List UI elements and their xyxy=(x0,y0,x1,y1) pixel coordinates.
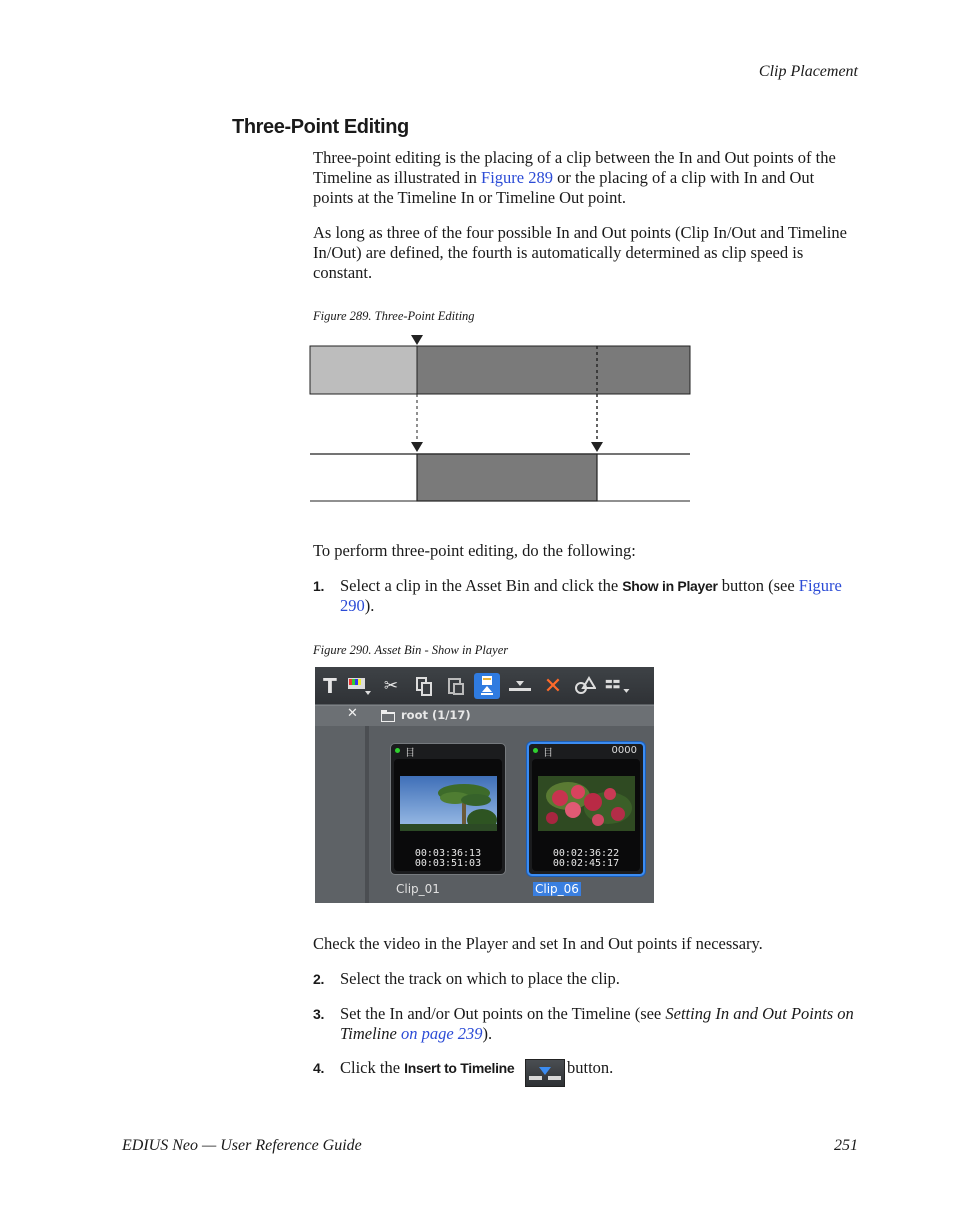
properties-icon[interactable] xyxy=(572,673,598,699)
text-icon[interactable]: T xyxy=(323,674,337,698)
page-number: 251 xyxy=(834,1137,858,1154)
running-head: Clip Placement xyxy=(758,63,858,80)
status-dot xyxy=(533,748,538,753)
step-1-text-b: button (see xyxy=(717,576,799,595)
step-2-text: Select the track on which to place the clip. xyxy=(340,969,620,988)
step-3-number: 3. xyxy=(313,1006,325,1022)
figure-289-caption: Figure 289. Three-Point Editing xyxy=(313,309,475,323)
clip-type-icon: 目 xyxy=(543,748,553,759)
intro-text-1b: or the placing of a clip with In and Out points at the Timeline In or Timeline Out point. xyxy=(313,168,815,207)
clip-badge: 0000 xyxy=(611,745,637,756)
view-icon[interactable] xyxy=(605,673,631,699)
flowers-thumbnail xyxy=(538,776,635,831)
step-3-text-b: ). xyxy=(482,1024,493,1043)
step-3-reference: Setting In and Out Points on Timeline xyxy=(340,1004,854,1043)
clip-tc-in: 00:02:36:22 xyxy=(552,848,620,859)
procedure-intro: To perform three-point editing, do the following: xyxy=(313,541,636,560)
clip-card-selected[interactable] xyxy=(527,742,645,876)
figure-289-link[interactable]: Figure 289 xyxy=(481,168,554,187)
step-4-text-a: Click the xyxy=(340,1058,405,1077)
asset-bin-toolbar xyxy=(315,667,654,704)
show-in-player-icon[interactable] xyxy=(474,673,500,699)
section-title: Three-Point Editing xyxy=(232,116,409,138)
delete-icon[interactable]: ✕ xyxy=(543,673,563,699)
timeline-out-marker xyxy=(591,442,603,452)
step-1-text xyxy=(340,576,860,616)
check-player-text: Check the video in the Player and set In and Out points if necessary. xyxy=(313,934,763,953)
footer-title: EDIUS Neo — User Reference Guide xyxy=(122,1137,362,1154)
clip-thumbnail-frame xyxy=(532,759,640,871)
insert-to-timeline-icon[interactable] xyxy=(507,673,533,699)
step-4-text-b: button. xyxy=(567,1058,614,1077)
status-dot xyxy=(395,748,400,753)
source-clip-light-part xyxy=(310,346,417,394)
step-1-text-a: Select a clip in the Asset Bin and click the xyxy=(340,576,623,595)
clip-tc-in: 00:03:36:13 xyxy=(414,848,482,859)
step-1-number: 1. xyxy=(313,578,325,594)
insert-to-timeline-button-icon xyxy=(525,1059,565,1087)
clip-name[interactable]: Clip_01 xyxy=(396,882,440,896)
step-1-text-c: ). xyxy=(364,596,375,615)
step-4-number: 4. xyxy=(313,1060,325,1076)
scissors-icon[interactable]: ✂ xyxy=(383,676,399,696)
step-3-text xyxy=(340,1004,860,1044)
page-239-link[interactable]: on page 239 xyxy=(400,1024,483,1043)
clip-thumbnail-frame xyxy=(394,759,502,871)
paste-icon[interactable] xyxy=(443,673,469,699)
clip-name-selected[interactable]: Clip_06 xyxy=(535,882,579,896)
insert-to-timeline-term: Insert to Timeline xyxy=(404,1060,515,1076)
step-2-number: 2. xyxy=(313,971,325,987)
intro-paragraph-2: As long as three of the four possible In and Out points (Clip In/Out and Timeline In/Out) are defined, the fourth is automatically determined as clip speed is constant. xyxy=(313,223,847,282)
folder-tree-pane xyxy=(315,726,369,903)
copy-icon[interactable] xyxy=(411,673,437,699)
placed-clip xyxy=(417,454,597,501)
figure-290-link[interactable]: Figure 290 xyxy=(340,576,842,615)
color-bars-icon[interactable] xyxy=(346,673,372,699)
clip-tc-out: 00:02:45:17 xyxy=(552,858,620,869)
asset-bin-screenshot xyxy=(315,667,654,903)
close-icon[interactable]: ✕ xyxy=(347,706,358,721)
show-in-player-term: Show in Player xyxy=(622,578,718,594)
intro-paragraph-1 xyxy=(313,148,858,208)
figure-290-caption: Figure 290. Asset Bin - Show in Player xyxy=(313,643,509,657)
folder-bar xyxy=(315,705,654,727)
clip-card[interactable] xyxy=(390,743,506,875)
three-point-editing-diagram xyxy=(300,332,700,512)
clip-type-icon: 目 xyxy=(405,748,415,759)
step-3-text-a: Set the In and/or Out points on the Timeline (see xyxy=(340,1004,666,1023)
clip-tc-out: 00:03:51:03 xyxy=(414,858,482,869)
palm-tree-thumbnail xyxy=(400,776,497,831)
source-clip-dark-part xyxy=(417,346,690,394)
folder-icon xyxy=(381,710,395,722)
timeline-in-marker xyxy=(411,442,423,452)
clip-in-marker xyxy=(411,335,423,345)
folder-label[interactable]: root (1/17) xyxy=(401,708,471,722)
intro-text-1a: Three-point editing is the placing of a clip between the In and Out points of the Timeline as illustrated in xyxy=(313,148,836,187)
